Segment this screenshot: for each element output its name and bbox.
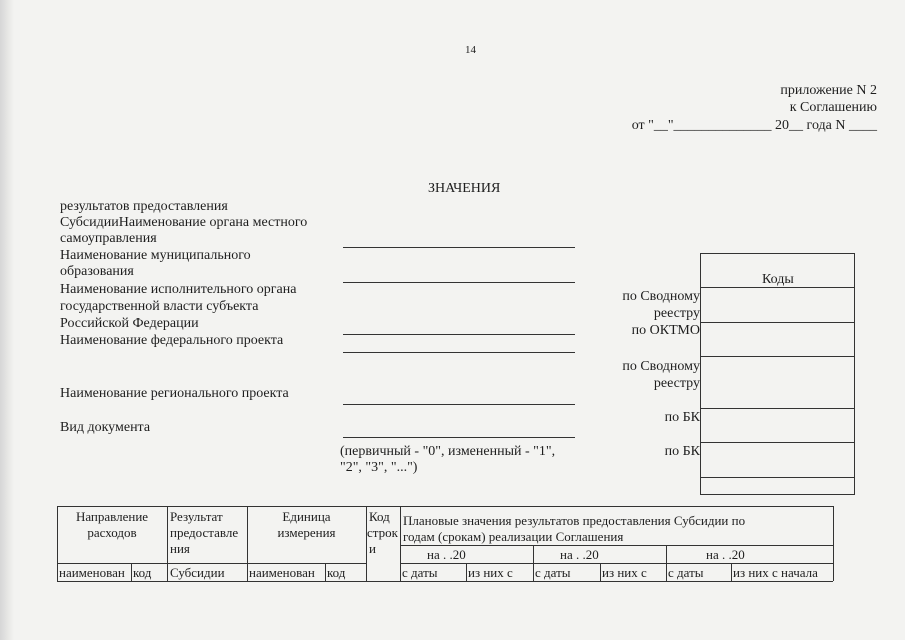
col-code-2: строк bbox=[367, 525, 398, 540]
tbl-v-sub-2 bbox=[600, 563, 601, 581]
federal-project-input-line[interactable] bbox=[343, 352, 575, 353]
tbl-v-4 bbox=[400, 506, 401, 581]
col-result-1: Результат bbox=[170, 509, 223, 524]
label-executive-organ-2: государственной власти субъекта bbox=[60, 299, 259, 314]
tbl-v-sub-3 bbox=[731, 563, 732, 581]
col-from-2: из них с bbox=[602, 565, 647, 580]
year-period-2: на . .20 bbox=[560, 547, 599, 562]
col-code-3: и bbox=[369, 541, 376, 556]
organ-input-line[interactable] bbox=[343, 247, 575, 248]
label-executive-organ: Наименование исполнительного органа bbox=[60, 282, 297, 297]
codes-row-line-3 bbox=[700, 356, 854, 357]
tbl-h-dates bbox=[400, 563, 833, 564]
year-period-1: на . .20 bbox=[427, 547, 466, 562]
codes-box-right bbox=[854, 253, 855, 495]
col-planned-2: годам (срокам) реализации Соглашения bbox=[403, 529, 624, 544]
executive-organ-input-line[interactable] bbox=[343, 334, 575, 335]
tbl-v-kod-2 bbox=[325, 563, 326, 581]
col-name-1: наименован bbox=[59, 565, 125, 580]
col-date-3: с даты bbox=[668, 565, 704, 580]
appendix-line-3: от "__"______________ 20__ года N ____ bbox=[631, 118, 877, 133]
col-unit-1: Единица bbox=[282, 509, 331, 524]
codes-row-line-5 bbox=[700, 442, 854, 443]
tbl-h-names bbox=[57, 563, 367, 564]
label-municipal-name-2: образования bbox=[60, 264, 134, 279]
tbl-h-years bbox=[400, 545, 833, 546]
regional-project-input-line[interactable] bbox=[343, 404, 575, 405]
label-document-type: Вид документа bbox=[60, 420, 151, 435]
tbl-v-5 bbox=[833, 506, 834, 581]
col-direction-1: Направление bbox=[75, 509, 149, 524]
tbl-v-3 bbox=[366, 506, 367, 581]
municipality-input-line[interactable] bbox=[343, 282, 575, 283]
codes-label-svod-2a: по Сводному bbox=[622, 359, 700, 374]
label-executive-organ-3: Российской Федерации bbox=[60, 316, 199, 331]
label-subsidy-organ: СубсидииНаименование органа местного bbox=[60, 215, 308, 230]
codes-label-bk-1: по БК bbox=[664, 410, 700, 425]
codes-label-svod-1b: реестру bbox=[653, 306, 700, 321]
codes-label-svod-1a: по Сводному bbox=[622, 289, 700, 304]
codes-box-bottom bbox=[700, 494, 854, 495]
tbl-h-bottom bbox=[57, 581, 833, 582]
col-kod-2: код bbox=[327, 565, 346, 580]
document-title: ЗНАЧЕНИЯ bbox=[428, 181, 501, 196]
label-regional-project: Наименование регионального проекта bbox=[60, 386, 289, 401]
page-number: 14 bbox=[465, 44, 476, 56]
appendix-line-1: приложение N 2 bbox=[780, 83, 877, 98]
codes-row-line-6 bbox=[700, 477, 854, 478]
document-type-input-line[interactable] bbox=[343, 437, 575, 438]
label-results: результатов предоставления bbox=[60, 199, 228, 214]
col-code-1: Код bbox=[369, 509, 390, 524]
col-result-2: предоставле bbox=[170, 525, 239, 540]
codes-label-bk-2: по БК bbox=[664, 444, 700, 459]
label-federal-project: Наименование федерального проекта bbox=[60, 333, 284, 348]
tbl-v-kod-1 bbox=[131, 563, 132, 581]
col-planned-1: Плановые значения результатов предоставления Субсидии по bbox=[403, 513, 746, 528]
tbl-v-sub-1 bbox=[466, 563, 467, 581]
col-date-1: с даты bbox=[402, 565, 438, 580]
doc-type-note-2: "2", "3", "...") bbox=[340, 460, 418, 475]
label-self-government: самоуправления bbox=[60, 231, 157, 246]
appendix-line-2: к Соглашению bbox=[789, 100, 877, 115]
tbl-h-top bbox=[57, 506, 833, 507]
page-shadow bbox=[0, 0, 14, 640]
col-result-4: Субсидии bbox=[170, 565, 225, 580]
col-from-3: из них с начала bbox=[733, 565, 818, 580]
codes-box-left bbox=[700, 253, 701, 495]
year-period-3: на . .20 bbox=[706, 547, 745, 562]
codes-header: Коды bbox=[762, 272, 794, 287]
col-from-1: из них с bbox=[468, 565, 513, 580]
col-direction-2: расходов bbox=[87, 525, 137, 540]
codes-row-line-2 bbox=[700, 322, 854, 323]
codes-label-svod-2b: реестру bbox=[653, 376, 700, 391]
col-date-2: с даты bbox=[535, 565, 571, 580]
col-unit-2: измерения bbox=[277, 525, 336, 540]
col-result-3: ния bbox=[170, 541, 190, 556]
label-municipal-name: Наименование муниципального bbox=[60, 248, 251, 263]
codes-row-line-4 bbox=[700, 408, 854, 409]
col-name-2: наименован bbox=[249, 565, 315, 580]
codes-box-top bbox=[700, 253, 854, 254]
tbl-v-1 bbox=[167, 506, 168, 581]
codes-label-oktmo: по ОКТМО bbox=[631, 323, 700, 338]
doc-type-note-1: (первичный - "0", измененный - "1", bbox=[340, 444, 556, 459]
col-kod-1: код bbox=[133, 565, 152, 580]
